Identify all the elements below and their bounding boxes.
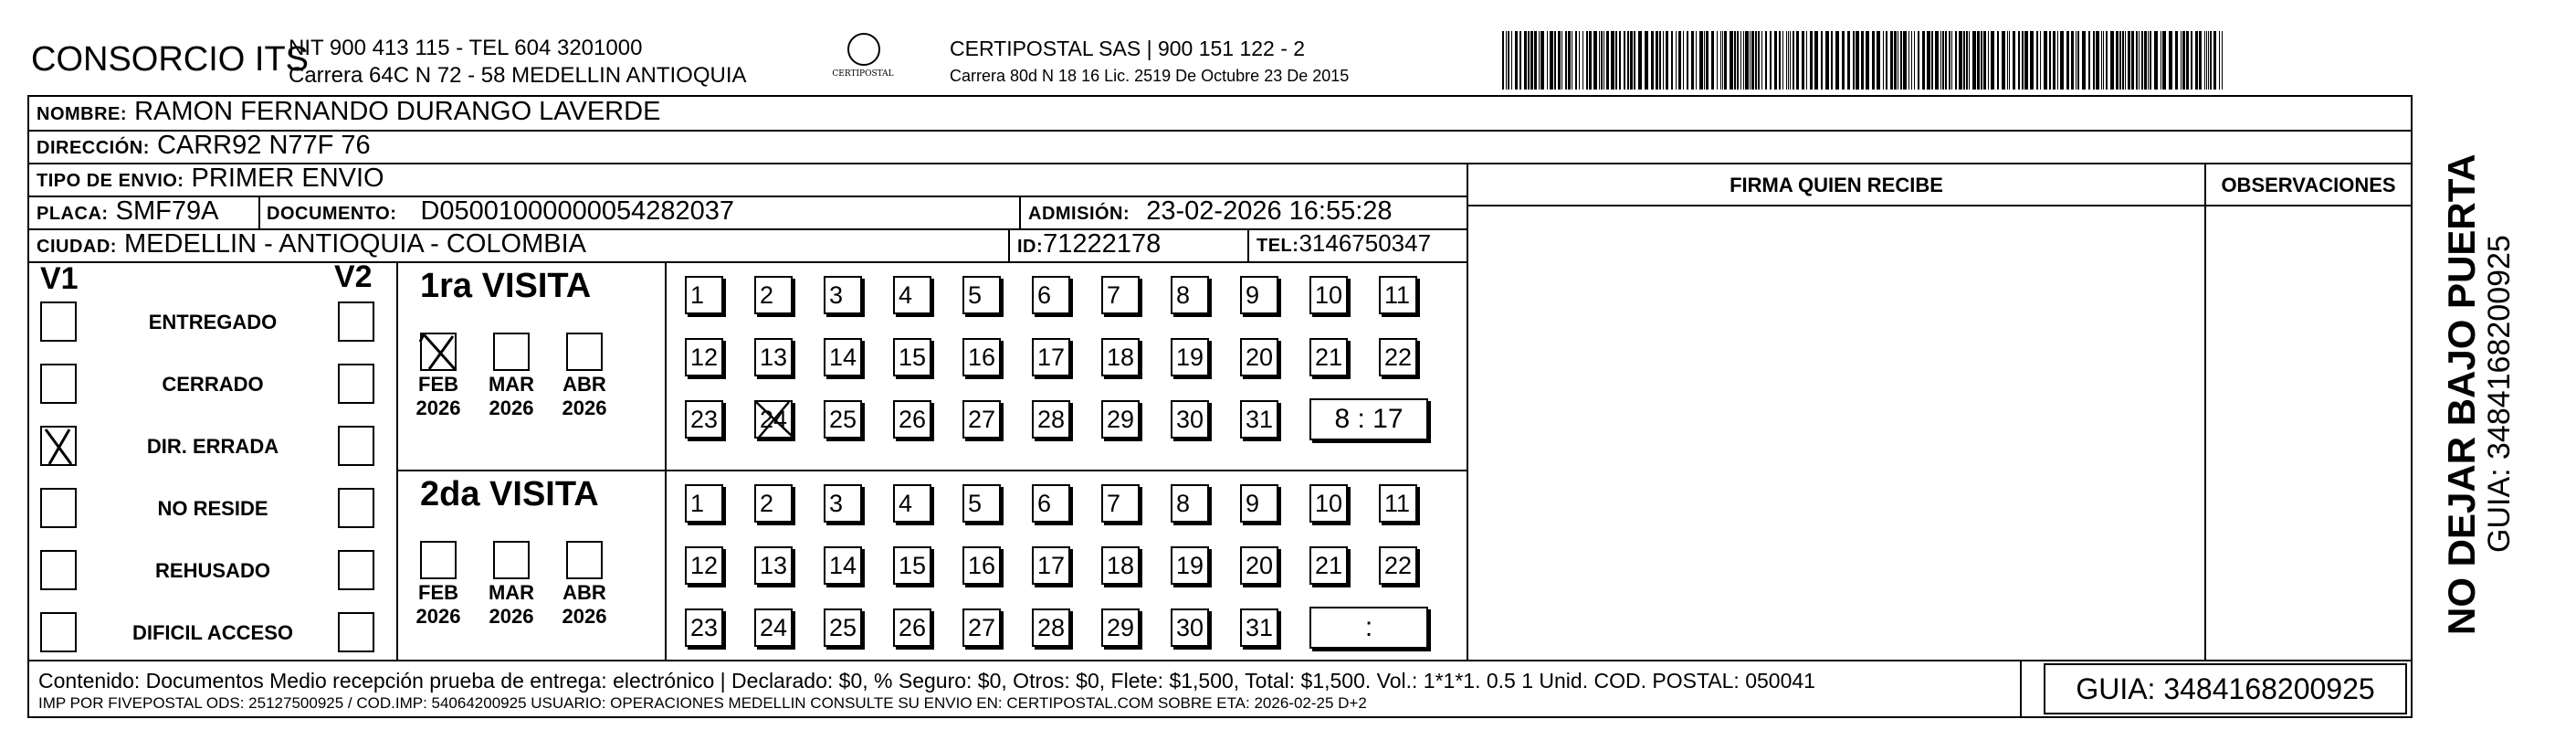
- day-box[interactable]: [1240, 484, 1278, 523]
- day-number: 23: [690, 614, 719, 641]
- day-number: 3: [829, 281, 844, 309]
- certipostal-info: [950, 35, 1349, 90]
- day-box[interactable]: [1240, 276, 1278, 314]
- day-box[interactable]: [1309, 276, 1348, 314]
- documento-value: D05001000000054282037: [420, 196, 734, 226]
- admision-value: 23-02-2026 16:55:28: [1146, 196, 1393, 226]
- side-warning: NO DEJAR BAJO PUERTA: [2440, 153, 2483, 635]
- day-number: 7: [1107, 490, 1121, 517]
- day-number: 2: [760, 490, 774, 517]
- day-number: 20: [1246, 552, 1274, 579]
- status-label: ENTREGADO: [148, 311, 278, 333]
- day-number: 30: [1176, 614, 1204, 641]
- x-mark-icon: [40, 426, 77, 466]
- month-year: 2026: [415, 397, 461, 419]
- day-box[interactable]: [1101, 546, 1140, 585]
- id-value: 71222178: [1043, 229, 1162, 259]
- day-number: 14: [829, 552, 857, 579]
- day-number: 28: [1037, 406, 1066, 433]
- month-label: [552, 373, 616, 420]
- day-number: 31: [1246, 614, 1274, 641]
- day-box[interactable]: [1240, 546, 1278, 585]
- day-number: 17: [1037, 552, 1066, 579]
- day-number: 4: [899, 490, 913, 517]
- day-number: 29: [1107, 406, 1135, 433]
- company-address: Carrera 64C N 72 - 58 MEDELLIN ANTIOQUIA: [289, 63, 747, 88]
- month-label: [479, 581, 543, 629]
- day-number: 22: [1384, 552, 1413, 579]
- footer-imp: IMP POR FIVEPOSTAL ODS: 25127500925 / COD.IMP: 54064200925 USUARIO: OPERACIONES MEDELLIN CONSULTE SU ENVIO EN: CERTIPOSTAL.COM SOBRE ETA: 2026-02-25 D+2: [38, 694, 1367, 712]
- ciudad-field: [37, 229, 586, 259]
- v1-checkbox[interactable]: [40, 488, 77, 528]
- logo-circle-icon: [847, 33, 880, 66]
- day-number: 10: [1315, 490, 1343, 517]
- day-box[interactable]: [1379, 484, 1417, 523]
- month-label: [552, 581, 616, 629]
- day-number: 7: [1107, 281, 1121, 309]
- day-box[interactable]: [1032, 276, 1070, 314]
- day-number: 2: [760, 281, 774, 309]
- v1-checkbox[interactable]: [40, 426, 77, 466]
- day-box[interactable]: [1379, 276, 1417, 314]
- v1-checkbox[interactable]: [40, 612, 77, 652]
- company-info: [289, 35, 747, 90]
- day-number: 22: [1384, 344, 1413, 371]
- month-year: 2026: [562, 605, 607, 628]
- month-name: FEB: [418, 581, 458, 604]
- day-number: 14: [829, 344, 857, 371]
- delivery-form: [27, 95, 2413, 718]
- nombre-label: NOMBRE:: [37, 104, 128, 124]
- day-number: 23: [690, 406, 719, 433]
- documento-label: DOCUMENTO:: [267, 204, 397, 224]
- day-box[interactable]: [754, 546, 793, 585]
- day-box[interactable]: [1101, 276, 1140, 314]
- day-number: 19: [1176, 344, 1204, 371]
- day-box[interactable]: [893, 276, 931, 314]
- nombre-field: [37, 97, 660, 127]
- month-name: FEB: [418, 373, 458, 396]
- direccion-value: CARR92 N77F 76: [156, 131, 371, 160]
- day-box[interactable]: [1101, 608, 1140, 647]
- placa-field: [37, 196, 218, 227]
- day-box[interactable]: [1171, 546, 1209, 585]
- day-number: 16: [968, 344, 996, 371]
- time-box[interactable]: 8 : 17: [1309, 398, 1428, 440]
- v1-checkbox[interactable]: [40, 550, 77, 590]
- visit-title: 1ra VISITA: [420, 267, 592, 305]
- company-name: CONSORCIO ITS: [31, 40, 310, 79]
- x-mark-icon: [418, 329, 462, 373]
- month-name: ABR: [563, 581, 606, 604]
- day-box[interactable]: [1171, 276, 1209, 314]
- v2-header: V2: [334, 259, 373, 294]
- day-number: 6: [1037, 490, 1052, 517]
- side-guia: GUIA: 3484168200925: [2482, 235, 2517, 553]
- status-label: DIR. ERRADA: [146, 435, 279, 458]
- day-box[interactable]: [962, 338, 1001, 376]
- day-number: 9: [1246, 281, 1260, 309]
- company-nit: NIT 900 413 115 - TEL 604 3201000: [289, 36, 643, 60]
- day-number: 4: [899, 281, 913, 309]
- day-number: 13: [760, 344, 788, 371]
- day-number: 28: [1037, 614, 1066, 641]
- month-label: [406, 581, 470, 629]
- v1-checkbox[interactable]: [40, 364, 77, 404]
- day-box[interactable]: [1240, 608, 1278, 647]
- day-number: 16: [968, 552, 996, 579]
- placa-label: PLACA:: [37, 204, 109, 224]
- day-number: 24: [760, 406, 788, 433]
- day-box[interactable]: [824, 276, 862, 314]
- day-box[interactable]: [1101, 338, 1140, 376]
- day-number: 1: [690, 490, 705, 517]
- day-number: 31: [1246, 406, 1274, 433]
- admision-label: ADMISIÓN:: [1028, 204, 1130, 224]
- day-box[interactable]: [824, 338, 862, 376]
- day-box[interactable]: [685, 338, 723, 376]
- v2-checkbox[interactable]: [338, 426, 374, 466]
- day-box[interactable]: [754, 338, 793, 376]
- status-label: DIFICIL ACCESO: [131, 621, 293, 644]
- day-box[interactable]: [1032, 546, 1070, 585]
- v2-checkbox[interactable]: [338, 301, 374, 342]
- v1-header: V1: [40, 261, 79, 296]
- day-box[interactable]: [754, 276, 793, 314]
- day-box[interactable]: [1379, 338, 1417, 376]
- tel-field: [1256, 229, 1431, 258]
- direccion-field: [37, 131, 371, 161]
- day-number: 3: [829, 490, 844, 517]
- day-box[interactable]: [1032, 608, 1070, 647]
- day-box[interactable]: [1309, 338, 1348, 376]
- day-number: 9: [1246, 490, 1260, 517]
- nombre-value: RAMON FERNANDO DURANGO LAVERDE: [134, 97, 661, 126]
- day-box[interactable]: [824, 484, 862, 523]
- certipostal-logo: [822, 33, 904, 91]
- day-box[interactable]: [1032, 484, 1070, 523]
- tipo-envio-field: [37, 164, 384, 194]
- day-number: 13: [760, 552, 788, 579]
- day-number: 27: [968, 406, 996, 433]
- admision-field: [1028, 196, 1393, 227]
- certipostal-line1: CERTIPOSTAL SAS | 900 151 122 - 2: [950, 37, 1306, 60]
- month-name: ABR: [563, 373, 606, 396]
- day-number: 1: [690, 281, 705, 309]
- ciudad-label: CIUDAD:: [37, 237, 117, 257]
- month-name: MAR: [488, 581, 535, 604]
- day-box[interactable]: [962, 546, 1001, 585]
- day-box[interactable]: [893, 484, 931, 523]
- day-box[interactable]: [685, 484, 723, 523]
- day-number: 30: [1176, 406, 1204, 433]
- visit-title: 2da VISITA: [420, 475, 599, 513]
- status-label: NO RESIDE: [157, 497, 268, 520]
- id-field: [1017, 229, 1161, 259]
- certipostal-line2: Carrera 80d N 18 16 Lic. 2519 De Octubre 23 De 2015: [950, 67, 1350, 85]
- day-number: 27: [968, 614, 996, 641]
- day-box[interactable]: [754, 608, 793, 647]
- day-number: 21: [1315, 552, 1343, 579]
- day-box[interactable]: [1240, 400, 1278, 439]
- day-number: 10: [1315, 281, 1343, 309]
- day-number: 24: [760, 614, 788, 641]
- day-number: 12: [690, 552, 719, 579]
- day-box[interactable]: [962, 608, 1001, 647]
- day-number: 20: [1246, 344, 1274, 371]
- v1-checkbox[interactable]: [40, 301, 77, 342]
- day-box[interactable]: [1171, 608, 1209, 647]
- day-box[interactable]: [824, 608, 862, 647]
- v2-checkbox[interactable]: [338, 550, 374, 590]
- day-number: 12: [690, 344, 719, 371]
- day-box[interactable]: [1032, 400, 1070, 439]
- month-year: 2026: [489, 397, 534, 419]
- day-number: 11: [1384, 490, 1411, 517]
- day-number: 15: [899, 552, 927, 579]
- tel-label: TEL:: [1256, 236, 1299, 256]
- barcode: [1502, 31, 2224, 90]
- documento-field: [267, 196, 734, 227]
- month-label: [479, 373, 543, 420]
- day-number: 18: [1107, 552, 1135, 579]
- day-box[interactable]: [1240, 338, 1278, 376]
- v2-checkbox[interactable]: [338, 612, 374, 652]
- status-label: CERRADO: [162, 373, 264, 396]
- month-checkbox[interactable]: [493, 541, 530, 579]
- day-number: 26: [899, 614, 927, 641]
- tipo-envio-label: TIPO DE ENVIO:: [37, 171, 184, 191]
- month-label: [406, 373, 470, 420]
- day-box[interactable]: [1171, 484, 1209, 523]
- day-number: 11: [1384, 281, 1411, 309]
- day-number: 29: [1107, 614, 1135, 641]
- day-number: 5: [968, 490, 983, 517]
- status-label: REHUSADO: [155, 559, 270, 582]
- day-number: 18: [1107, 344, 1135, 371]
- day-number: 26: [899, 406, 927, 433]
- ciudad-value: MEDELLIN - ANTIOQUIA - COLOMBIA: [124, 229, 586, 259]
- day-number: 8: [1176, 281, 1191, 309]
- day-number: 25: [829, 406, 857, 433]
- day-number: 21: [1315, 344, 1343, 371]
- day-number: 5: [968, 281, 983, 309]
- placa-value: SMF79A: [115, 196, 219, 226]
- month-checkbox[interactable]: [420, 541, 457, 579]
- day-box[interactable]: [962, 484, 1001, 523]
- day-box[interactable]: [824, 400, 862, 439]
- day-box[interactable]: [962, 276, 1001, 314]
- time-box[interactable]: :: [1309, 607, 1428, 649]
- day-number: 15: [899, 344, 927, 371]
- day-box[interactable]: [1032, 338, 1070, 376]
- day-box[interactable]: [754, 400, 793, 439]
- day-box[interactable]: [1171, 338, 1209, 376]
- month-year: 2026: [415, 605, 461, 628]
- day-box[interactable]: [1379, 546, 1417, 585]
- day-box[interactable]: [685, 546, 723, 585]
- tel-value: 3146750347: [1299, 229, 1432, 257]
- month-checkbox[interactable]: [493, 333, 530, 371]
- day-box[interactable]: [824, 546, 862, 585]
- observaciones-header: OBSERVACIONES: [2221, 174, 2396, 196]
- month-checkbox[interactable]: [566, 333, 603, 371]
- month-year: 2026: [489, 605, 534, 628]
- month-year: 2026: [562, 397, 607, 419]
- day-box[interactable]: [893, 546, 931, 585]
- id-label: ID:: [1017, 237, 1044, 257]
- direccion-label: DIRECCIÓN:: [37, 138, 150, 158]
- logo-text: CERTIPOSTAL: [832, 69, 894, 79]
- month-checkbox[interactable]: [420, 333, 457, 371]
- day-number: 17: [1037, 344, 1066, 371]
- v2-checkbox[interactable]: [338, 364, 374, 404]
- day-box[interactable]: [754, 484, 793, 523]
- day-number: 19: [1176, 552, 1204, 579]
- day-box[interactable]: [1171, 400, 1209, 439]
- day-box[interactable]: [685, 276, 723, 314]
- day-number: 8: [1176, 490, 1191, 517]
- v2-checkbox[interactable]: [338, 488, 374, 528]
- day-box[interactable]: [1309, 484, 1348, 523]
- day-number: 6: [1037, 281, 1052, 309]
- day-box[interactable]: [685, 400, 723, 439]
- day-box[interactable]: [962, 400, 1001, 439]
- day-box[interactable]: [685, 608, 723, 647]
- day-box[interactable]: [893, 400, 931, 439]
- month-name: MAR: [488, 373, 535, 396]
- day-box[interactable]: [1101, 484, 1140, 523]
- day-box[interactable]: [1101, 400, 1140, 439]
- guia-box: GUIA: 3484168200925: [2044, 663, 2407, 714]
- tipo-envio-value: PRIMER ENVIO: [191, 164, 384, 193]
- day-box[interactable]: [893, 338, 931, 376]
- firma-header: FIRMA QUIEN RECIBE: [1730, 174, 1943, 196]
- month-checkbox[interactable]: [566, 541, 603, 579]
- day-box[interactable]: [893, 608, 931, 647]
- day-box[interactable]: [1309, 546, 1348, 585]
- day-number: 25: [829, 614, 857, 641]
- footer-content: Contenido: Documentos Medio recepción prueba de entrega: electrónico | Declarado: $0, % Seguro: $0, Otros: $0, Flete: $1,500, Total: $1,500. Vol.: 1*1*1. 0.5 1 Unid. COD. POSTAL: 050041: [38, 669, 1815, 693]
